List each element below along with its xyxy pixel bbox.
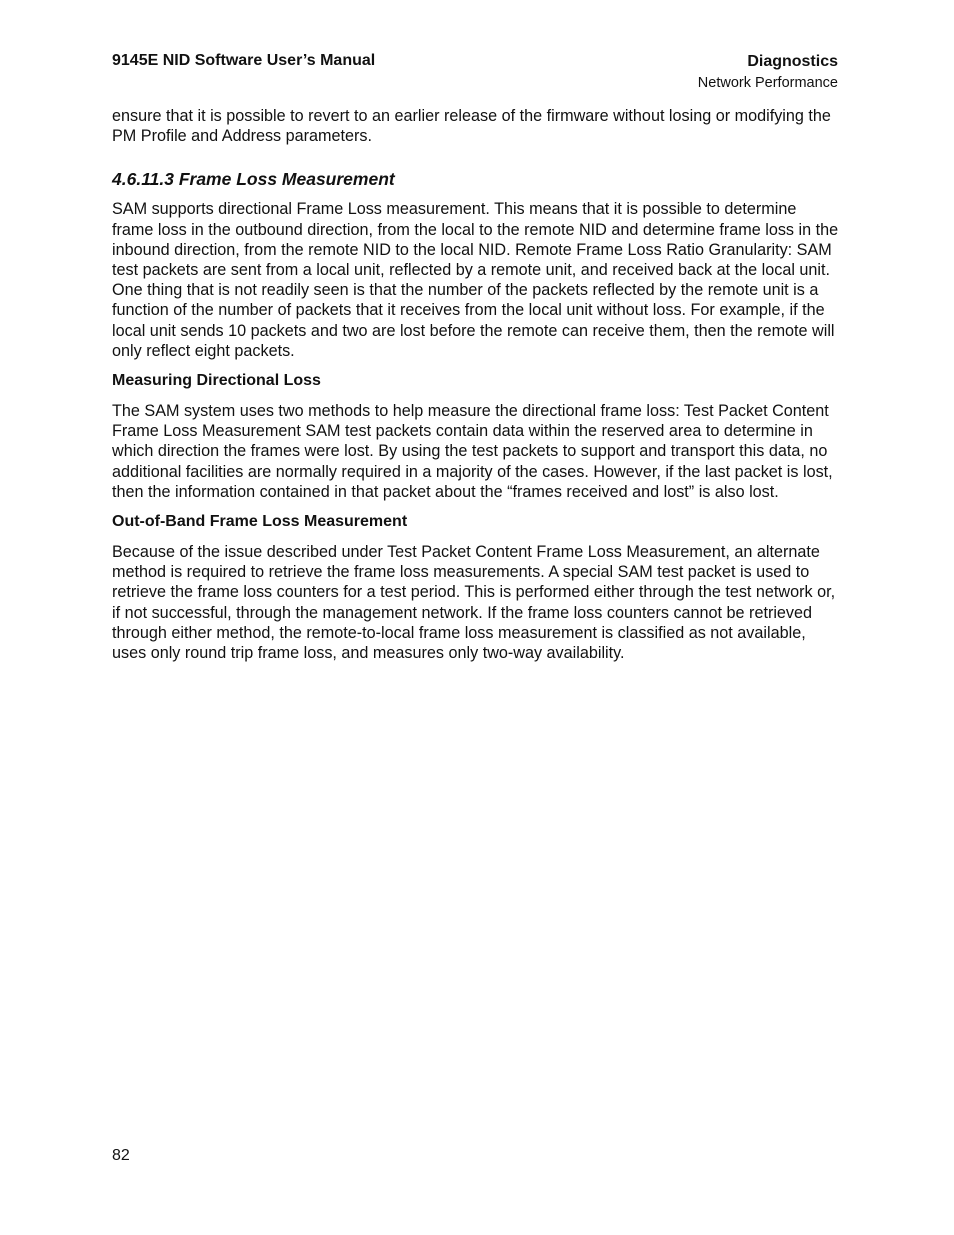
paragraph-measuring-directional-loss: The SAM system uses two methods to help measure the directional frame loss: Test Packet Content Frame Loss Measurement SAM test packets contain data within the reserved area to determine in which direction the frames were lost. By using the test packets to support and transport this data, no additional facilities are normally required in a majority of the cases. However, if the last packet is lost, then the information contained in that packet about the “frames received and lost” is also lost.	[112, 402, 833, 501]
subheading-measuring-directional-loss: Measuring Directional Loss	[112, 372, 321, 390]
section-paragraph: SAM supports directional Frame Loss measurement. This means that it is possible to determine frame loss in the outbound direction, from the local to the remote NID and determine frame loss in the inbound direction, from the remote NID to the local NID. Remote Frame Loss Ratio Granularity: SAM test packets are sent from a local unit, reflected by a remote unit, and received back at the local unit. One thing that is not readily seen is that the number of the packets reflected by the remote unit is a function of the number of packets that it receives from the local unit without loss. For example, if the local unit sends 10 packets and two are lost before the remote can receive them, then the remote will only reflect eight packets.	[112, 200, 839, 360]
header-section-title: Diagnostics	[747, 53, 838, 70]
page-number: 82	[112, 1147, 130, 1164]
section-heading: 4.6.11.3 Frame Loss Measurement	[112, 169, 395, 190]
intro-paragraph: ensure that it is possible to revert to an earlier release of the firmware without losing or modifying the PM Profile and Address parameters.	[112, 107, 831, 146]
header-subsection-title: Network Performance	[697, 75, 838, 91]
paragraph-out-of-band-frame-loss: Because of the issue described under Test Packet Content Frame Loss Measurement, an alternate method is required to retrieve the frame loss measurements. A special SAM test packet is used to retrieve the frame loss counters for a test period. This is performed either through the test network or, if not successful, through the management network. If the frame loss counters cannot be retrieved through either method, the remote-to-local frame loss measurement is classified as not available, uses only round trip frame loss, and measures only two-way availability.	[112, 543, 836, 663]
page-body	[112, 106, 840, 673]
manual-title: 9145E NID Software User’s Manual	[112, 52, 376, 69]
subheading-out-of-band-frame-loss: Out-of-Band Frame Loss Measurement	[112, 513, 408, 531]
running-header	[698, 52, 838, 94]
